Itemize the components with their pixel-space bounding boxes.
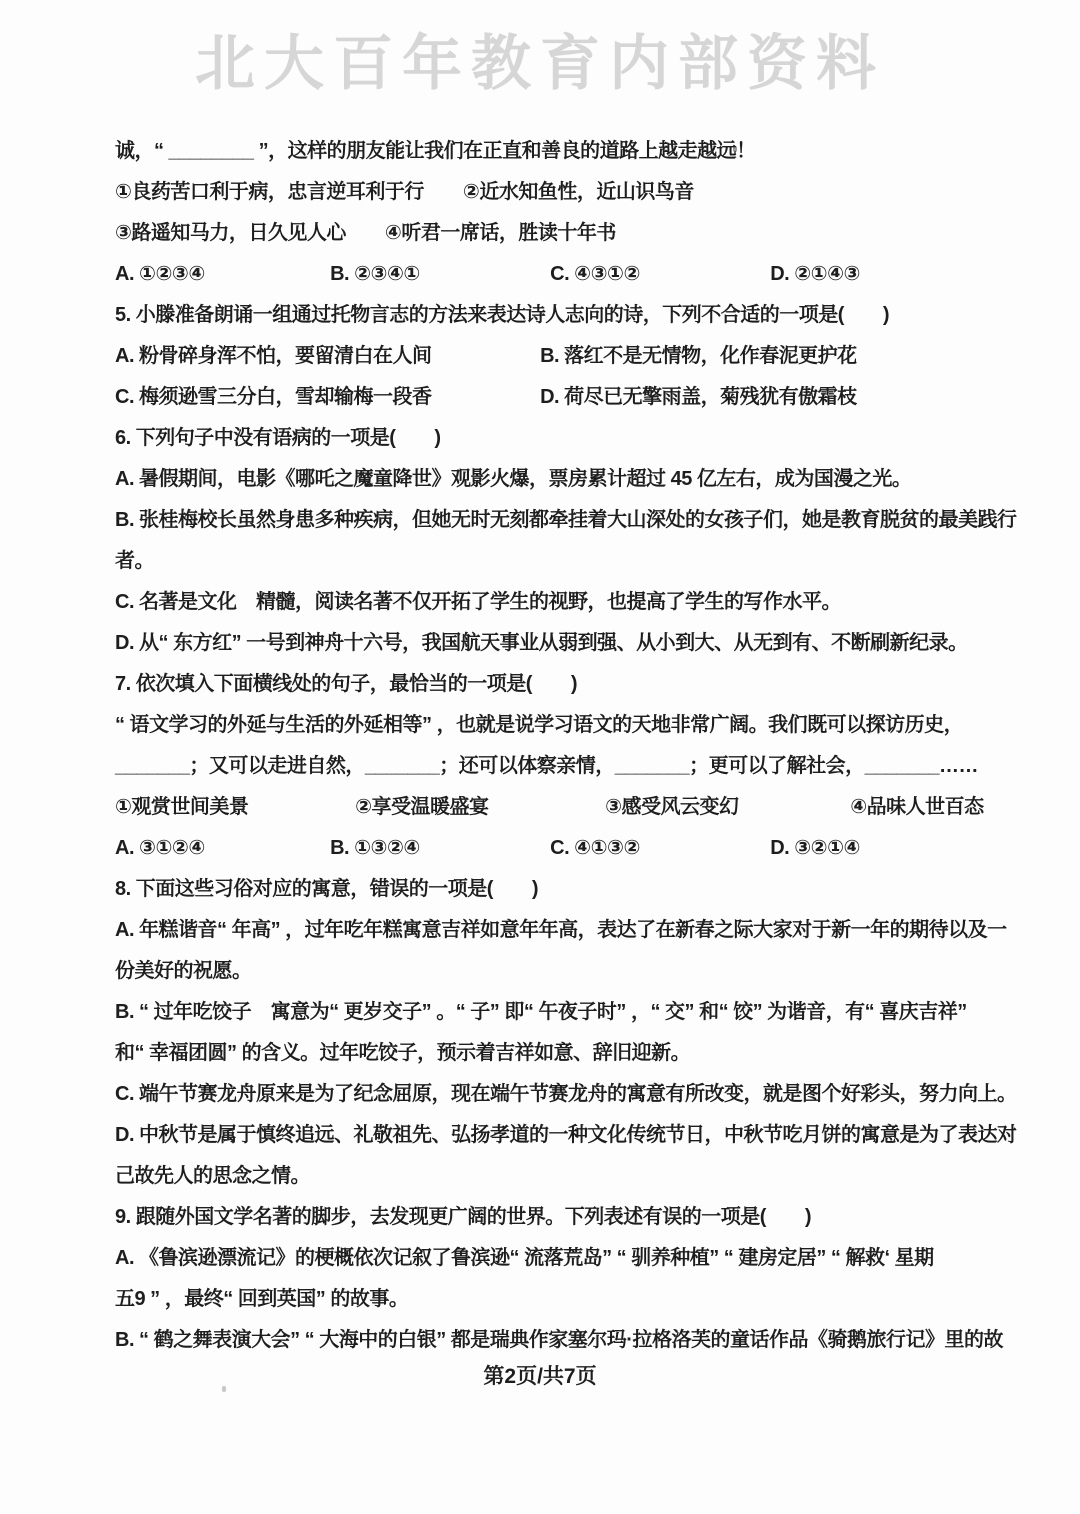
q7-options-row bbox=[115, 828, 995, 869]
q5-option-d: D. 荷尽已无擎雨盖，菊残犹有傲霜枝 bbox=[540, 386, 857, 408]
q8-option-a-line1: A. 年糕谐音“ 年高” ，过年吃年糕寓意吉祥如意年年高，表达了在新春之际大家对于新一年的期待以及一 bbox=[115, 919, 1007, 941]
q6-option-c: C. 名著是文化 精髓，阅读名著不仅开拓了学生的视野，也提高了学生的写作水平。 bbox=[115, 591, 842, 613]
q8-option-b-line1: B. “ 过年吃饺子 寓意为“ 更岁交子” 。“ 子” 即“ 午夜子时” ，“ 交” 和“ 饺” 为谐音，有“ 喜庆吉祥” bbox=[115, 1001, 967, 1023]
q6-option-a: A. 暑假期间，电影《哪吒之魔童降世》观影火爆，票房累计超过 45 亿左右，成为国漫之光。 bbox=[115, 468, 912, 490]
q5-option-a: A. 粉骨碎身浑不怕，要留清白在人间 bbox=[115, 345, 432, 367]
q8-option-c: C. 端午节赛龙舟原来是为了纪念屈原，现在端午节赛龙舟的寓意有所改变，就是图个好彩头，努力向上。 bbox=[115, 1083, 1017, 1105]
q9-option-a-line2: 五9 ” ，最终“ 回到英国” 的故事。 bbox=[115, 1288, 409, 1310]
q7-item-1: ①观赏世间美景 bbox=[115, 796, 249, 818]
q5-options-row-ab bbox=[115, 336, 995, 377]
q7-item-2: ②享受温暖盛宴 bbox=[355, 796, 489, 818]
q7-passage-line2: _______；又可以走进自然，_______；还可以体察亲情，_______；更可以了解社会，_______…… bbox=[115, 755, 978, 777]
q5-stem: 5. 小滕准备朗诵一组通过托物言志的方法来表达诗人志向的诗，下列不合适的一项是( ) bbox=[115, 304, 890, 326]
q4-continuation-line: 诚，“ ________ ”，这样的朋友能让我们在正直和善良的道路上越走越远！ bbox=[115, 140, 756, 162]
q4-option-b: B. ②③④① bbox=[330, 263, 420, 285]
q6-stem: 6. 下列句子中没有语病的一项是( ) bbox=[115, 427, 441, 449]
q9-stem: 9. 跟随外国文学名著的脚步，去发现更广阔的世界。下列表述有误的一项是( ) bbox=[115, 1206, 812, 1228]
q8-option-b-line2: 和“ 幸福团圆” 的含义。过年吃饺子，预示着吉祥如意、辞旧迎新。 bbox=[115, 1042, 691, 1064]
q5-option-b: B. 落红不是无情物，化作春泥更护花 bbox=[540, 345, 857, 367]
q7-passage-line1: “ 语文学习的外延与生活的外延相等” ，也就是说学习语文的天地非常广阔。我们既可以探访历史， bbox=[115, 714, 964, 736]
q7-option-c: C. ④①③② bbox=[550, 837, 640, 859]
q8-stem: 8. 下面这些习俗对应的寓意，错误的一项是( ) bbox=[115, 878, 539, 900]
q7-option-b: B. ①③②④ bbox=[330, 837, 420, 859]
q5-option-c: C. 梅须逊雪三分白，雪却输梅一段香 bbox=[115, 386, 432, 408]
q5-options-row-cd bbox=[115, 377, 995, 418]
q6-option-b-line2: 者。 bbox=[115, 550, 154, 572]
q7-option-d: D. ③②①④ bbox=[770, 837, 860, 859]
q7-option-a: A. ③①②④ bbox=[115, 837, 205, 859]
q4-items-line-1: ①良药苦口利于病，忠言逆耳利于行 ②近水知鱼性，近山识鸟音 bbox=[115, 181, 694, 203]
page-footer: 第2页/共7页 bbox=[483, 1365, 597, 1388]
watermark: 北大百年教育内部资料 bbox=[195, 30, 885, 97]
q8-option-a-line2: 份美好的祝愿。 bbox=[115, 960, 252, 982]
q4-option-d: D. ②①④③ bbox=[770, 263, 860, 285]
q7-stem: 7. 依次填入下面横线处的句子，最恰当的一项是( ) bbox=[115, 673, 578, 695]
q4-options-row bbox=[115, 254, 995, 295]
q4-option-a: A. ①②③④ bbox=[115, 263, 205, 285]
q7-item-3: ③感受风云变幻 bbox=[605, 796, 739, 818]
q7-items-row bbox=[115, 787, 995, 828]
q4-items-line-2: ③路遥知马力，日久见人心 ④听君一席话，胜读十年书 bbox=[115, 222, 616, 244]
q8-option-d-line2: 己故先人的思念之情。 bbox=[115, 1165, 310, 1187]
exam-content bbox=[115, 131, 1017, 1361]
q8-option-d-line1: D. 中秋节是属于慎终追远、礼敬祖先、弘扬孝道的一种文化传统节日，中秋节吃月饼的寓意是为了表达对 bbox=[115, 1124, 1017, 1146]
q6-option-d: D. 从“ 东方红” 一号到神舟十六号，我国航天事业从弱到强、从小到大、从无到有、不断刷新纪录。 bbox=[115, 632, 968, 654]
q6-option-b-line1: B. 张桂梅校长虽然身患多种疾病，但她无时无刻都牵挂着大山深处的女孩子们，她是教育脱贫的最美践行 bbox=[115, 509, 1017, 531]
q9-option-a-line1: A. 《鲁滨逊漂流记》的梗概依次记叙了鲁滨逊“ 流落荒岛” “ 驯养种植” “ 建房定居” “ 解救‘ 星期 bbox=[115, 1247, 934, 1269]
q4-option-c: C. ④③①② bbox=[550, 263, 640, 285]
q9-option-b-line1: B. “ 鹤之舞表演大会” “ 大海中的白银” 都是瑞典作家塞尔玛·拉格洛芙的童话作品《骑鹅旅行记》里的故 bbox=[115, 1329, 1003, 1351]
q7-item-4: ④品味人世百态 bbox=[850, 796, 984, 818]
